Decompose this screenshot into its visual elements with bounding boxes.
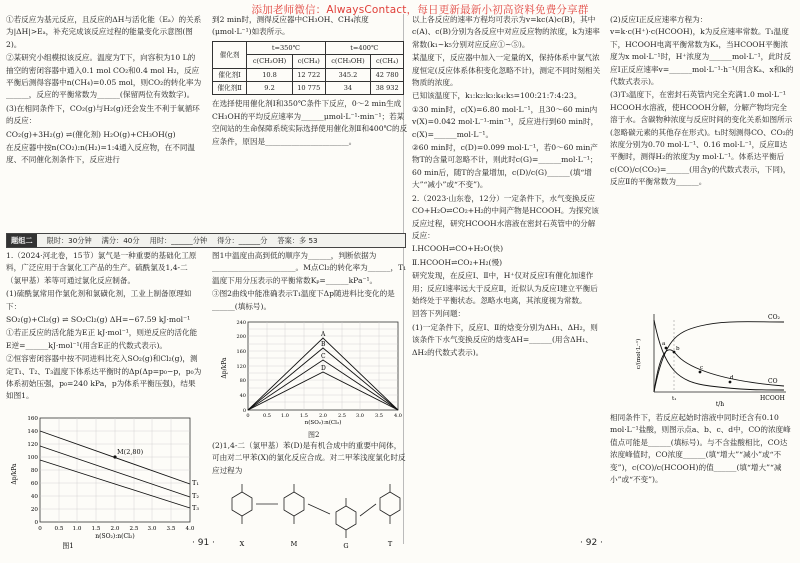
text: ②60 min时，c(D)=0.099 mol·L⁻¹，若0～60 min产物T的含量可忽略不计，则此时c(G)=______mol·L⁻¹；60 min后，随T的含量增加，c(D)/c(G)______(填“增大”“减小”或“不变”)。 [412, 143, 598, 190]
y-axis-label: Δp/kPa [221, 357, 228, 379]
text: (1)硫酰氯常用作氯化剂和氯磺化剂，工业上制备原理如下： [6, 289, 192, 311]
svg-text:160: 160 [27, 416, 38, 422]
text: 图1中温度由高到低的顺序为______，判断依据为______________________。M点Cl₂的转化率为______，T₁温度下用分压表示的平衡常数Kₚ=______kPa⁻¹。 [212, 251, 407, 285]
x-axis-label: t/h [715, 401, 725, 408]
table-header: c(CH₃OH) [325, 55, 371, 68]
table-header: t=350℃ [247, 41, 325, 54]
svg-text:1.5: 1.5 [300, 413, 308, 419]
svg-text:2.5: 2.5 [338, 413, 346, 419]
svg-text:3.0: 3.0 [356, 413, 364, 419]
column-3 [412, 14, 602, 360]
svg-text:1.0: 1.0 [72, 526, 82, 532]
svg-text:A: A [321, 331, 326, 338]
svg-text:0.5: 0.5 [263, 413, 271, 419]
svg-text:3.5: 3.5 [166, 526, 176, 532]
figure-3-chart [630, 310, 790, 410]
curve-co [654, 350, 784, 392]
figure-2-chart [218, 318, 406, 430]
equation: Ⅱ.HCOOH⇌CO₂+H₂(慢) [412, 257, 503, 267]
svg-text:60: 60 [30, 481, 38, 487]
text: ①若反应为基元反应，且反应的ΔH与活化能（Eₐ）的关系为|ΔH|>Eₐ，补充完成该反应过程的能量变化示意图(图2)。 [6, 15, 202, 49]
curve-label: HCOOH [760, 395, 785, 402]
svg-text:b: b [676, 346, 680, 352]
svg-text:100: 100 [27, 455, 38, 461]
text: 在选择使用催化剂Ⅰ和350℃条件下反应，0～2 min生成CH₃OH的平均反应速率为______μmol·L⁻¹·min⁻¹；若某空间站的生命保障系统实际选择使用催化剂Ⅱ和400℃的反应条件，原因是______________________。 [212, 99, 408, 146]
svg-text:1.0: 1.0 [281, 413, 289, 419]
svg-text:D: D [321, 365, 326, 372]
watermark: 添加老师微信：AlwaysContact，每日更新最新小初高资料免费分享群 [251, 4, 589, 16]
svg-text:40: 40 [239, 393, 246, 399]
point-m-label: M(2,80) [117, 448, 144, 456]
section-bar [6, 233, 406, 248]
text: (3)在相同条件下，CO₂(g)与H₂(g)还会发生不利于氧循环的反应： [6, 103, 200, 126]
svg-text:40: 40 [30, 494, 38, 500]
svg-text:d: d [730, 375, 734, 381]
svg-text:4.0: 4.0 [185, 526, 195, 532]
svg-text:0: 0 [242, 408, 246, 414]
figure-caption: 图2 [308, 431, 320, 439]
table-header: 催化剂 [213, 41, 247, 68]
svg-text:0: 0 [38, 526, 42, 532]
svg-text:200: 200 [236, 334, 246, 340]
svg-text:3.5: 3.5 [375, 413, 383, 419]
svg-text:B: B [321, 341, 326, 348]
svg-text:120: 120 [236, 364, 246, 370]
y-axis-label: c/(mol·L⁻¹) [636, 338, 642, 370]
svg-text:3.0: 3.0 [147, 526, 157, 532]
time-used: 用时：______分钟 [149, 235, 208, 245]
figure-caption: 图1 [62, 542, 74, 550]
svg-text:240: 240 [236, 320, 246, 326]
section-label: 题组二 [7, 234, 37, 247]
answer-ref: 答案：多 53 [277, 235, 318, 245]
page-number-right: · 92 · [580, 538, 603, 548]
figure-1-chart [8, 412, 204, 550]
svg-text:c: c [700, 365, 704, 371]
svg-text:80: 80 [239, 378, 246, 384]
text: ③图2曲线中能准确表示T₁温度下Δp随进料比变化的是______(填标号)。 [212, 289, 395, 311]
reaction-scheme [212, 468, 408, 550]
table-header: c(CH₄) [292, 55, 325, 68]
equation: CO₂(g)+3H₂(g) ⇌(催化剂) H₂O(g)+CH₃OH(g) [6, 129, 176, 139]
curve-co2 [654, 322, 784, 392]
text: 已知该温度下，k₁:k₂:k₃:k₄:k₅=100:21:7:4:23。 [412, 91, 582, 101]
table-row: 催化剂Ⅰ 10.8 12 722 345.2 42 780 [213, 68, 404, 81]
question-1 [6, 250, 202, 404]
svg-text:0.5: 0.5 [54, 526, 64, 532]
structure-label: M [290, 540, 298, 548]
text: (2)1,4-二（氯甲基）苯(D)是有机合成中的重要中间体，可由对二甲苯(X)的氯化反应合成。对二甲苯浅度氯化时反应过程为 [212, 441, 406, 475]
text: 研究发现，在反应Ⅰ、Ⅱ中，H⁺仅对反应Ⅰ有催化加速作用；反应Ⅰ速率远大于反应Ⅱ，近似认为反应Ⅰ建立平衡后始终处于平衡状态。忽略水电离，其浓度视为常数。 [412, 271, 598, 305]
svg-text:a: a [662, 341, 666, 347]
svg-text:0: 0 [34, 520, 38, 526]
text: (1)一定条件下，反应Ⅰ、Ⅱ的焓变分别为ΔH₁、ΔH₂，则该条件下水气变换反应的焓变ΔH=______(用含ΔH₁、ΔH₂的代数式表示)。 [412, 322, 598, 357]
text: (2)反应Ⅰ正反应速率方程为：v=k·c(H⁺)·c(HCOOH)，k为反应速率常数。T₁温度下，HCOOH电离平衡常数为Kₐ，当HCOOH平衡浓度为x mol·L⁻¹时，H⁺浓度为______mol·L⁻¹，此时反应Ⅰ正反应速率v=______mol·L⁻¹·h⁻¹(用含Kₐ、x和k的代数式表示)。 [610, 15, 794, 87]
table-header: t=400℃ [325, 41, 403, 54]
structure-label: G [343, 542, 349, 550]
time-limit: 限时：30分钟 [46, 235, 92, 245]
table-header: c(CH₄) [371, 55, 404, 68]
text: 1.（2024·河北卷，15节）氯气是一种重要的基础化工原料，广泛应用于含氯化工产品的生产。硫酰氯及1,4-二（氯甲基）苯等可通过氯化反应制备。 [6, 251, 197, 285]
svg-text:2.0: 2.0 [319, 413, 327, 419]
curve-label: T₁ [192, 479, 199, 487]
x-axis-label: n(SO₂):n(Cl₂) [304, 420, 342, 426]
text: ②恒容密闭容器中按不同进料比充入SO₂(g)和Cl₂(g)，测定T₁、T₂、T₃温度下体系达平衡时的Δp(Δp=p₀−p，p₀为体系初始压强，p₀=240 kPa，p为体系平衡压强)，结果如图1。 [6, 354, 202, 401]
svg-text:140: 140 [27, 429, 38, 435]
equation: Ⅰ.HCOOH⇌CO+H₂O(快) [412, 244, 504, 254]
svg-text:80: 80 [30, 468, 38, 474]
column-4 [610, 14, 794, 190]
table-header: c(CH₃OH) [247, 55, 293, 68]
column-1 [6, 14, 202, 168]
text: ②某研究小组模拟该反应。温度为T下，向容积为10 L的抽空的密闭容器中通入0.1 mol CO₂和0.4 mol H₂，反应平衡后测得容器中n(CH₄)=0.05 mol，则CO₂的转化率为______，反应的平衡常数为______(保留两位有效数字)。 [6, 53, 202, 100]
svg-text:120: 120 [27, 442, 38, 448]
curve-label: T₂ [192, 492, 199, 500]
text: (3)T₃温度下，在密封石英管内完全充满1.0 mol·L⁻¹ HCOOH水溶液，使HCOOH分解，分解产物均完全溶于水。含碳物种浓度与反应时间的变化关系如图所示(忽略碳元素的其他存在形式)。t₁时刻测得CO、CO₂的浓度分别为0.70 mol·L⁻¹、0.16 mol·L⁻¹，反应Ⅱ达平衡时，测得H₂的浓度为y mol·L⁻¹。体系达平衡后c(CO)/c(CO₂)=______(用含y的代数式表示，下同)，反应Ⅱ的平衡常数为______。 [610, 90, 794, 187]
svg-text:2.5: 2.5 [129, 526, 139, 532]
table-row: 催化剂Ⅱ 9.2 10 775 34 38 932 [213, 82, 404, 95]
text: 相同条件下，若反应起始时溶液中同时还含有0.10 mol·L⁻¹盐酸，则图示点a、b、c、d中，CO的浓度峰值点可能是______(填标号)。与不含盐酸相比，CO达浓度峰值时，CO浓度______(填“增大”“减小”或“不变”)，c(CO)/c(HCOOH)的值______(填“增大”“减小”或“不变”)。 [610, 413, 791, 485]
curve-hcooh [654, 320, 784, 390]
curve-label: T₃ [192, 504, 199, 512]
t1-label: t₁ [672, 396, 677, 402]
svg-text:20: 20 [30, 507, 38, 513]
text: 2.（2023·山东卷，12分）一定条件下，水气变换反应CO+H₂O⇌CO₂+H₂的中间产物是HCOOH。为探究该反应过程，研究HCOOH水溶液在密封石英管中的分解反应： [412, 193, 599, 240]
page-number-left: · 91 · [192, 538, 215, 548]
text: 回答下列问题： [412, 309, 466, 319]
svg-text:2.0: 2.0 [110, 526, 120, 532]
svg-text:C: C [321, 353, 326, 360]
question-1-cont [212, 250, 408, 314]
text: 以上各反应的速率方程均可表示为v=kc(A)c(B)，其中c(A)、c(B)分别为各反应中对应反应物的浓度，k为速率常数(k₁~k₅分别对应反应①~⑤)。 [412, 15, 600, 49]
svg-text:0: 0 [246, 413, 250, 419]
text: 某温度下，反应器中加入一定量的X，保持体系中氯气浓度恒定(反应体系体积变化忽略不计)，测定不同时刻相关物质的浓度。 [412, 53, 601, 88]
full-score: 满分：40分 [101, 235, 140, 245]
text: 到2 min时，测得反应器中CH₃OH、CH₄浓度(μmol·L⁻¹)如表所示。 [212, 15, 369, 37]
text: ①30 min时，c(X)=6.80 mol·L⁻¹，且30～60 min内v(X)=0.042 mol·L⁻¹·min⁻¹，反应进行到60 min时，c(X)=______mol·L⁻¹。 [412, 104, 599, 139]
svg-text:1.5: 1.5 [91, 526, 101, 532]
svg-text:160: 160 [236, 349, 246, 355]
text: 在反应器中按n(CO₂):n(H₂)=1:4通入反应物，在不同温度、不同催化剂条件下，反应进行 [6, 143, 196, 165]
structure-label: X [239, 540, 245, 548]
concentration-table [212, 41, 404, 96]
curve-label: CO [768, 378, 778, 385]
column-2 [212, 14, 408, 149]
y-axis-label: Δp/kPa [11, 463, 18, 485]
structure-label: T [387, 540, 393, 548]
score-got: 得分：______分 [217, 235, 268, 245]
svg-text:4.0: 4.0 [394, 413, 402, 419]
column-4-bottom [610, 412, 794, 487]
text: ①若正反应的活化能为E正 kJ·mol⁻¹，则逆反应的活化能E逆=______kJ·mol⁻¹(用含E正的代数式表示)。 [6, 328, 198, 350]
x-axis-label: n(SO₂):n(Cl₂) [95, 533, 135, 540]
equation: SO₂(g)+Cl₂(g) ⇌ SO₂Cl₂(g) ΔH=−67.59 kJ·mol⁻¹ [6, 315, 191, 325]
curve-label: CO₂ [768, 314, 780, 321]
